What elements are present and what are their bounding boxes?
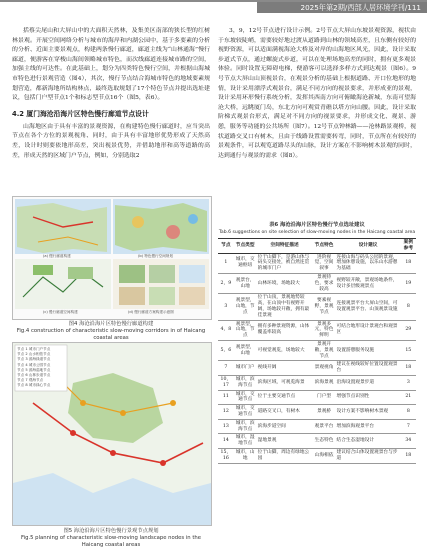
col-header: 空间特征描述 (257, 239, 313, 254)
table-cell: 视野较开敞，景观场地条件，设计多层级观景点 (336, 273, 401, 293)
table-cell: 19 (401, 273, 416, 293)
table-cell: 连接山海与码头公园的景观，增加休憩设施，以乐山水游憩为基础 (336, 253, 401, 273)
table-cell: 要素视野，景观节点 (313, 294, 336, 320)
table-row (218, 273, 416, 293)
table-cell: 城市，交通节点 (234, 405, 257, 420)
body-paragraph: 3，9，12号节点进行设计示例。2号节点大屏山东坡景观资源，视状由于东坡较陡峭，需要较好地过渡从道路到山林的领域高差，且东侧有较好的视野资源，可以适面满视海沧大桥及对岸的山海地区风光，因此，设计采取步道式节点，通过螺旋式步道，可以在处理场地高差的同时，拥有更多观景体验。同时设置无障碍电梯，便游客可以选择多样方式到达观景（图6）。9号节点大屏山山顶视景台，在观景分析的基础上根据道路、开口位地形的地情，设计采用漂浮式观景台，满足不同方向的视景要求，并形成亚的景观，设计采用环形慢行系统分析，发挥其西南方向可俯瞰海沧新城，东南可望海沧大桥，远眺厦门岛，东北方向可观赏青礁以塔方向山腰。因此，设计采取阶梯式观景台形式，满足对不同方向的视景要求，并形成文化、观景、游憩，服务等功能的公共场所（图7）。12号节点钟林路——沧林路景观桥，视状道路交叉口有树木，且由于线路设置需要转弯，同时，节点所在有较好的景观条件，可以观览道路尽头的山脉，设计方案在不影响树木景观的同时，达到通行与观景的需求（图8）。 (218, 28, 416, 159)
table-cell: 城市，交通枢纽 (234, 253, 257, 273)
table-cell: 3 (401, 375, 416, 390)
table-cell: 5，6 (218, 340, 234, 360)
table-cell: 位于山脚下，是游山体与码头交接处，被自然连贯的城市门户 (257, 253, 313, 273)
table-cell: 景观桥 (313, 405, 336, 420)
page-header (0, 0, 427, 13)
legend-item: 节点 5 滨海湿地节点 (17, 367, 51, 372)
table-cell: 设计方案不影响树木景观 (336, 405, 401, 420)
table-cell: 8 (401, 405, 416, 420)
table-cell: 11 (218, 390, 234, 405)
figure-4-caption-cn: 图4 海沧沿海片区特色慢行廊道构建 (68, 321, 154, 327)
table-cell: 7 (401, 419, 416, 434)
table-cell: 34 (401, 434, 416, 449)
body-paragraph: 山海地区由于具有丰富的景观资源，在构建特色慢行廊道时，应当突出节点在各个方位的景观视角、同时，由于具有丰富地形优势形成了天然高差，设计时则要依地形高差，突出视景优势，并借助地形和高等道路的高差，形成天然的区域门户节点，例如，分别选取2 (12, 123, 210, 159)
table-cell: 城市，交通节点 (234, 390, 257, 405)
table-cell: 城市，滨海节点 (234, 375, 257, 390)
table-cell: 位于主要交通节点 (257, 390, 313, 405)
legend-item: 节点 7 观海节点 (17, 378, 44, 383)
legend-item: 节点 1 城市门户节点 (17, 347, 51, 351)
table-cell: 拥有多种景观资源，山体覆盖率较高 (257, 320, 313, 340)
data-table (218, 238, 416, 464)
legend-item: 节点 2 山水相依节点 (17, 352, 51, 357)
legend-item: 节点 8 城市绿心节点 (17, 383, 51, 388)
table-cell: 7 (218, 361, 234, 376)
table-cell: 位于山脚，周边有绿地公园 (257, 448, 313, 463)
table-cell: 城市，山地 (234, 448, 257, 463)
table-row (218, 294, 416, 320)
figure-5-legend (17, 347, 50, 389)
table-cell: 滨海景观 (313, 375, 336, 390)
table-cell: 2，9 (218, 273, 234, 293)
table-cell: 沿海设置观景步道 (336, 375, 401, 390)
table-cell: 观景型，山地，节点 (234, 320, 257, 340)
table-row (218, 448, 416, 463)
table-row (218, 361, 416, 376)
figure-4 (12, 196, 212, 320)
table-row (218, 434, 416, 449)
figure-4-caption (12, 321, 210, 342)
col-header: 节点 (218, 239, 234, 254)
table-row (218, 340, 416, 360)
right-column (218, 27, 416, 161)
table-cell: 观景平台 (313, 419, 336, 434)
table-cell: 门户型 (313, 390, 336, 405)
table-cell: 可视觉观览，场地较大 (257, 340, 313, 360)
table-cell: 15 (401, 340, 416, 360)
table-cell: 景观多元，特色鲜明 (313, 320, 336, 340)
table-cell: 湿地景观 (257, 434, 313, 449)
table-cell: 景观视角 (313, 361, 336, 376)
table-6 (218, 222, 416, 464)
table-cell: 增加滨海观景平台 (336, 419, 401, 434)
table-row (218, 419, 416, 434)
table-cell: 城市，滨海节点 (234, 419, 257, 434)
figure-5-caption-en: Fig.5 planning of characteristic slow-moving landscape nodes in the Haicang coastal areas (20, 535, 202, 548)
table-cell: 景观开敞，景观节点 (313, 340, 336, 360)
table-cell: 滨海区域，可观览海景 (257, 375, 313, 390)
table-cell: 29 (401, 320, 416, 340)
figure-5-caption-cn: 图5 海沧沿海片区特色慢行景观节点规划 (63, 528, 159, 534)
left-column (12, 27, 210, 161)
table-row (218, 405, 416, 420)
table-cell: 12 (218, 405, 234, 420)
table-cell: 观景型，山地 (234, 340, 257, 360)
table-cell: 设置游憩服务设施 (336, 340, 401, 360)
table-cell: 18 (401, 253, 416, 273)
table-cell: 21 (401, 390, 416, 405)
legend-item: 节点 6 山林步道节点 (17, 373, 51, 378)
table-cell: 景观特色，要求较高 (313, 273, 336, 293)
table-row (218, 375, 416, 390)
table-cell: 3 (218, 294, 234, 320)
table-cell: 滨海步道空间 (257, 419, 313, 434)
legend-item: 节点 3 滨海绿道节点 (17, 357, 51, 362)
col-header: 案例参考 (401, 239, 416, 254)
table-cell: 13 (218, 419, 234, 434)
table-cell: 城市，湿地节点 (234, 434, 257, 449)
table-title-cn: 表6 海沧沿海片区特色慢行节点选址建议 (269, 222, 365, 228)
table-cell: 城市门户 (234, 361, 257, 376)
table-row (218, 390, 416, 405)
table-cell: 山林环境，场地较大 (257, 273, 313, 293)
table-cell: 可结合地形设计景观台和观景区 (336, 320, 401, 340)
journal-header: 2025年第2期/西部人居环境学刊/111 (257, 2, 427, 13)
figure-5-caption (12, 528, 210, 549)
table-cell: 10，17 (218, 375, 234, 390)
table-header-row (218, 239, 416, 254)
subfigure-a-label: (a) 慢行廊道构建 (43, 254, 71, 258)
table-cell: 建议在视线较好位置设置观景台 (336, 361, 401, 376)
table-title-en: Tab.6 suggestions on site selection of slow-moving nodes in the Haicang coastal area (218, 230, 416, 235)
table-cell: 位于山顶，景观地势较高，在山顶中有视野开阔，场地较开敞，拥有最佳景观 (257, 294, 313, 320)
table-cell: 观景台，山地 (234, 273, 257, 293)
subfigure-d-label: (d) 慢行廊道方案构建示意图 (128, 310, 174, 314)
table-cell: 山海相依 (313, 448, 336, 463)
table-cell: 8 (401, 294, 416, 320)
table-row (218, 253, 416, 273)
table-cell: 1 (218, 253, 234, 273)
table-cell: 生态特色 (313, 434, 336, 449)
table-cell: 18 (401, 361, 416, 376)
table-cell: 观景型，山地，节点 (234, 294, 257, 320)
section-heading: 4.2 厦门海沧沿海片区特色慢行廊道节点设计 (12, 109, 149, 118)
col-header: 节点特色 (313, 239, 336, 254)
table-cell: 增强节点识别性 (336, 390, 401, 405)
table-cell: 18 (401, 448, 416, 463)
table-cell: 4，8 (218, 320, 234, 340)
table-cell: 建议结合山体设置观景台与步道 (336, 448, 401, 463)
table-cell: 14 (218, 434, 234, 449)
table-cell: 连接观景平台大屏山空间，可设置观景平台、山顶观景设施 (336, 294, 401, 320)
subfigure-c-label: (c) 慢行廊道空间构建 (43, 310, 78, 314)
legend-item: 节点 4 城市公园节点 (17, 362, 51, 367)
col-header: 节点类型 (234, 239, 257, 254)
table-row (218, 320, 416, 340)
table-cell: 结合生态湿地设计 (336, 434, 401, 449)
body-paragraph: 括蔡尖尾山和大屏山中的大面积天然林，及集美区南部的狭长型的红树林景观。开展空间网络分析与城市的海岸和内湖公园中，基于多要素的分析的分析、近面主要景观点，构建两条慢行廊道，廊道主线为“山林通海”慢行廊道，便游客在穿梭山海间领略城市特色，而次线廊道连接城市路的空间，加强主线的可达性。在此基础上，划分为四类特色慢行空间，并根据山海城市特色进行景观营造（图4），其次，慢行节点结合海城市特色的地域要素规划营造，都新海地所结构林点，最终选取规划了17个特色节点并提出选址建议，包括门户型节点1个和标志型节点16个（图5，表6）。 (12, 28, 210, 102)
col-header: 设计建议 (336, 239, 401, 254)
figure-5 (12, 342, 212, 526)
table-cell: 进阶视觉，空间叙事 (313, 253, 336, 273)
table-cell: 视线开阔 (257, 361, 313, 376)
table-cell: 15，16 (218, 448, 234, 463)
subfigure-b-label: (b) 特色慢行空间规划 (138, 254, 173, 258)
table-body (218, 253, 416, 463)
table-cell: 道路交叉口，有树木 (257, 405, 313, 420)
figure-4-caption-en: Fig.4 construction of characteristic slow-moving corridors in of Haicang coastal areas (16, 328, 206, 341)
